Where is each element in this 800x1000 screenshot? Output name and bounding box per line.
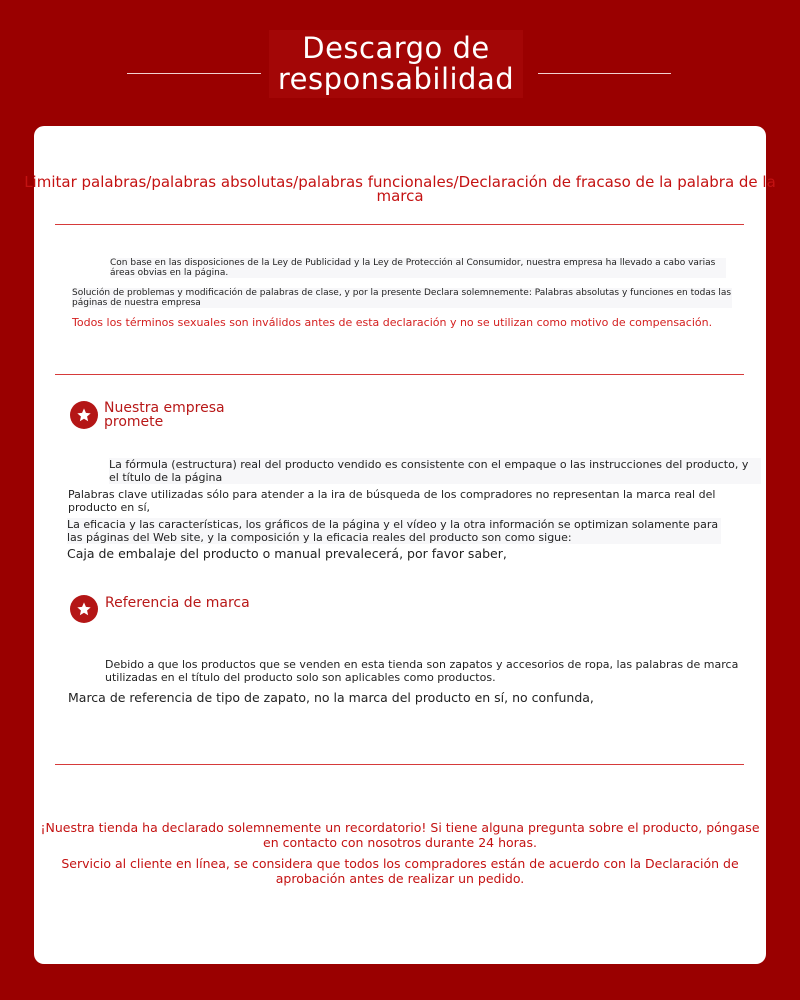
heading-line1: Nuestra empresa: [104, 400, 225, 416]
section-title-line1: Limitar palabras/palabras absolutas/palabras funcionales/Declaración de fracaso de la palabra de la: [24, 173, 776, 191]
page-title: [269, 30, 523, 98]
paragraph-efficacy: La eficacia y las características, los gráficos de la página y el vídeo y la otra información se optimizan solamente para las páginas del Web site, y la composición y la eficacia reales del producto son como sigue:: [67, 518, 721, 544]
star-badge: [70, 595, 98, 623]
title-divider-right: [538, 73, 671, 74]
paragraph-formula: La fórmula (estructura) real del producto vendido es consistente con el empaque o las instrucciones del producto, y el título de la página: [109, 458, 761, 484]
section-title-line2: marca: [376, 187, 424, 205]
star-icon: [76, 407, 92, 423]
heading-line2: promete: [104, 414, 164, 430]
star-icon: [76, 601, 92, 617]
divider: [55, 374, 744, 375]
footer-reminder: ¡Nuestra tienda ha declarado solemnemente un recordatorio! Si tiene alguna pregunta sobre el producto, póngase en contacto con nosotros durante 24 horas.: [40, 820, 760, 850]
paragraph-advertising-law: Con base en las disposiciones de la Ley de Publicidad y la Ley de Protección al Consumidor, nuestra empresa ha llevado a cabo varias áreas obvias en la página.: [110, 258, 726, 278]
page-title-line2: responsabilidad: [277, 62, 515, 96]
paragraph-brand-words: Debido a que los productos que se venden en esta tienda son zapatos y accesorios de ropa, las palabras de marca utilizadas en el título del producto solo son aplicables como productos.: [105, 658, 739, 684]
paragraph-word-modification: Solución de problemas y modificación de palabras de clase, y por la presente Declara solemnemente: Palabras absolutas y funciones en todas las páginas de nuestra empresa: [72, 288, 732, 308]
page-title-line1: Descargo de: [302, 31, 490, 65]
paragraph-packaging: Caja de embalaje del producto o manual prevalecerá, por favor saber,: [67, 546, 507, 561]
title-divider-left: [127, 73, 261, 74]
heading-company-promise: [104, 401, 225, 429]
heading-brand-reference: Referencia de marca: [105, 595, 250, 611]
divider: [55, 764, 744, 765]
section-title-limit-words: [0, 175, 800, 203]
star-badge: [70, 401, 98, 429]
divider: [55, 224, 744, 225]
paragraph-shoe-brand: Marca de referencia de tipo de zapato, no la marca del producto en sí, no confunda,: [68, 690, 594, 705]
paragraph-keywords: Palabras clave utilizadas sólo para atender a la ira de búsqueda de los compradores no representan la marca real del producto en sí,: [68, 488, 716, 514]
footer-agreement: Servicio al cliente en línea, se considera que todos los compradores están de acuerdo con la Declaración de aprobación antes de realizar un pedido.: [61, 856, 739, 886]
paragraph-invalid-terms: Todos los términos sexuales son inválidos antes de esta declaración y no se utilizan como motivo de compensación.: [72, 316, 713, 329]
